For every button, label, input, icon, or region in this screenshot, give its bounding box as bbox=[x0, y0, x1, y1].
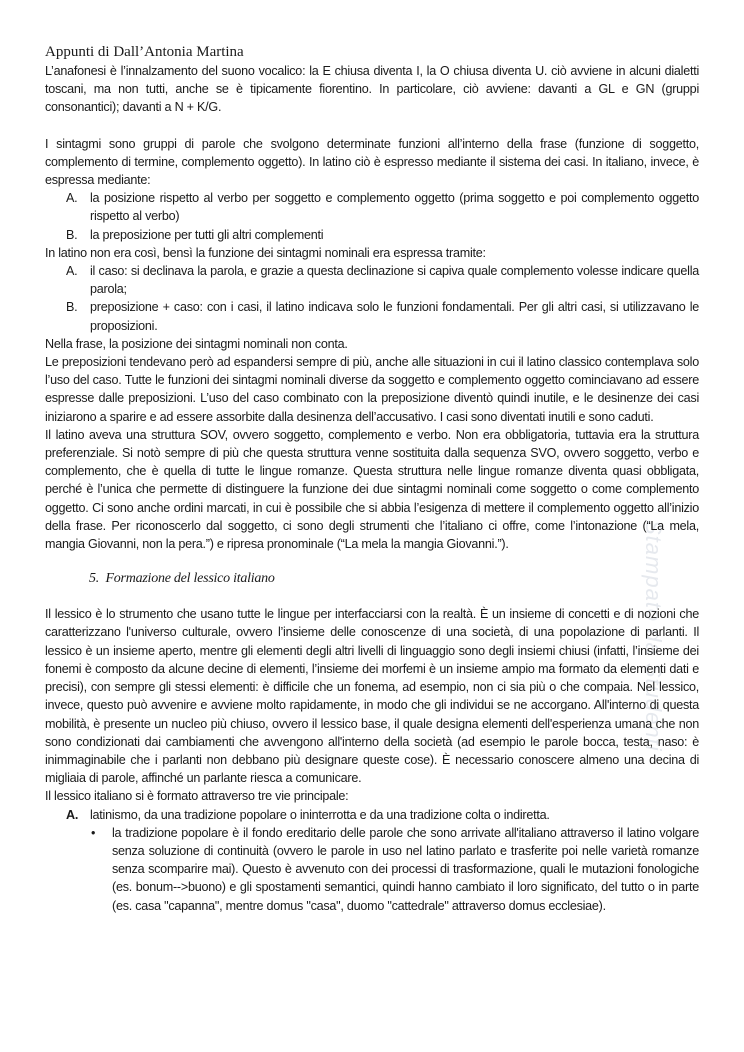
latin-list bbox=[45, 262, 699, 335]
list-item-text: preposizione + caso: con i casi, il latino indicava solo le funzioni fondamentali. Per gli altri casi, si utilizzavano le proposizioni. bbox=[90, 300, 699, 333]
bullet-icon: • bbox=[91, 825, 96, 840]
paragraph-sintagmi-intro: I sintagmi sono gruppi di parole che svolgono determinate funzioni all’interno della frase (funzione di soggetto, complemento di termine, complemento oggetto). In latino ciò è espresso mediante il sistema dei casi. In italiano, invece, è espressa mediante: bbox=[45, 136, 699, 188]
paragraph-latin-intro: In latino non era così, bensì la funzione dei sintagmi nominali era espressa tramite: bbox=[45, 245, 486, 260]
author-line: Appunti di Dall’Antonia Martina bbox=[45, 44, 244, 60]
list-marker: B. bbox=[66, 227, 78, 242]
document-page bbox=[45, 42, 699, 915]
spacer bbox=[45, 117, 699, 135]
vie-list bbox=[45, 806, 699, 824]
spacer bbox=[45, 589, 699, 605]
list-item-text: la preposizione per tutti gli altri complementi bbox=[90, 227, 324, 242]
paragraph-sov: Il latino aveva una struttura SOV, ovvero soggetto, complemento e verbo. Non era obbligatoria, tuttavia era la struttura preferenziale. Si notò sempre di più che questa struttura venne sostituita dalla sequenza SVO, ovvero soggetto, verbo e complemento, che è quella di tutte le lingue romanze. Questa struttura nelle lingue romanze diventa quasi obbligata, perché è l’unica che permette di distinguere la funzione dei due sintagmi nominali come soggetto o come complemento oggetto. Ci sono anche ordini marcati, in cui è possibile che si abbia l’esigenza di mettere il complemento oggetto all’inizio della frase. Per riconoscerlo dal soggetto, ci sono degli strumenti che l’italiano ci offre, come l’intonazione (“La mela, mangia Giovanni, non la pera.”) e ripresa pronominale (“La mela la mangia Giovanni.”). bbox=[45, 427, 699, 552]
list-item bbox=[45, 226, 699, 244]
list-item bbox=[45, 298, 699, 334]
list-item bbox=[45, 806, 699, 824]
bullet-list bbox=[45, 824, 699, 915]
paragraph-posizione: Nella frase, la posizione dei sintagmi nominali non conta. bbox=[45, 336, 348, 351]
section-heading bbox=[45, 569, 699, 589]
list-marker: A. bbox=[66, 191, 78, 206]
list-item-text: latinismo, da una tradizione popolare o ininterrotta e da una tradizione colta o indiretta. bbox=[90, 807, 550, 822]
paragraph-preposizioni: Le preposizioni tendevano però ad espandersi sempre di più, anche alle situazioni in cui il latino classico contemplava solo l’uso del caso. Tutte le funzioni dei sintagmi nominali diverse da soggetto e complemento oggetto cominciavano ad essere espresse dalle preposizioni. L’uso del caso combinato con la preposizione diventò quindi inutile, e le desinenze dei casi iniziarono a sparire e ad essere assorbite dalla desinenza dell’accusativo. I casi sono diventati inutili e sono caduti. bbox=[45, 355, 699, 424]
list-item bbox=[45, 262, 699, 298]
bullet-item-text: la tradizione popolare è il fondo ereditario delle parole che sono arrivate all'italiano attraverso il latino volgare senza soluzione di continuità (ovvero le parole in uso nel latino parlato e trasferite poi nelle varietà romanze senza scomparire mai). Questo è avvenuto con dei processi di trasformazione, quali le mutazioni fonologiche (es. bonum-->buono) e gli spostamenti semantici, quindi hanno cambiato il loro significato, del tutto o in parte (es. casa "capanna", mentre domus "casa", duomo "cattedrale" attraverso domus ecclesiae). bbox=[112, 825, 699, 913]
list-item-text: il caso: si declinava la parola, e grazie a questa declinazione si capiva quale complemento volesse indicare quella parola; bbox=[90, 264, 699, 297]
document-body bbox=[45, 62, 699, 915]
paragraph-lessico: Il lessico è lo strumento che usano tutte le lingue per interfacciarsi con la realtà. È un insieme di concetti e di nozioni che caratterizzano l'universo culturale, ovvero l’insieme delle conoscenze di una società, di una popolazione di parlanti. Il lessico è un insieme aperto, mentre gli elementi degli altri livelli di linguaggio sono degli insiemi chiusi (infatti, l’insieme dei fonemi è composto da alcune decine di elementi, l’insieme dei morfemi è un insieme ampio ma formato da elementi dati e precisi), con sempre gli stessi elementi: è difficile che un fonema, ad esempio, non ci sia più o che compaia. Nel lessico, invece, questo può avvenire e avviene molto rapidamente, in modo che gli individui se ne accorgano. All'interno di questa mobilità, è presente un nucleo più chiuso, ovvero il lessico base, il quale designa elementi dell'esperienza umana che non sono condizionati dai cambiamenti che avvengono all'interno della società (ad esempio le parole bocca, testa, naso: è inimmaginabile che i parlanti non debbano più designare queste cose). È necessario conoscere almeno una decina di migliaia di parole, affinché un parlante riesca a comunicare. bbox=[45, 607, 699, 786]
paragraph-anafonesi: L’anafonesi è l’innalzamento del suono vocalico: la E chiusa diventa I, la O chiusa diventa U. ciò avviene in alcuni dialetti toscani, ma non tutti, anche se è tipicamente fiorentino. In particolare, ciò avviene: davanti a GL e GN (gruppi consonantici); davanti a N + K/G. bbox=[45, 64, 699, 115]
list-item bbox=[45, 189, 699, 225]
list-marker: A. bbox=[66, 807, 79, 822]
spacer bbox=[45, 553, 699, 569]
italian-list bbox=[45, 189, 699, 244]
section-number: 5. bbox=[89, 571, 99, 587]
paragraph-vie: Il lessico italiano si è formato attraverso tre vie principale: bbox=[45, 789, 349, 804]
section-title: Formazione del lessico italiano bbox=[105, 571, 275, 587]
list-marker: B. bbox=[66, 300, 78, 315]
list-item-text: la posizione rispetto al verbo per soggetto e complemento oggetto (prima soggetto e poi complemento oggetto rispetto al verbo) bbox=[90, 191, 699, 224]
watermark-text: Stampato da Studenti bbox=[641, 520, 666, 752]
list-marker: A. bbox=[66, 264, 78, 279]
bullet-item bbox=[45, 824, 699, 915]
